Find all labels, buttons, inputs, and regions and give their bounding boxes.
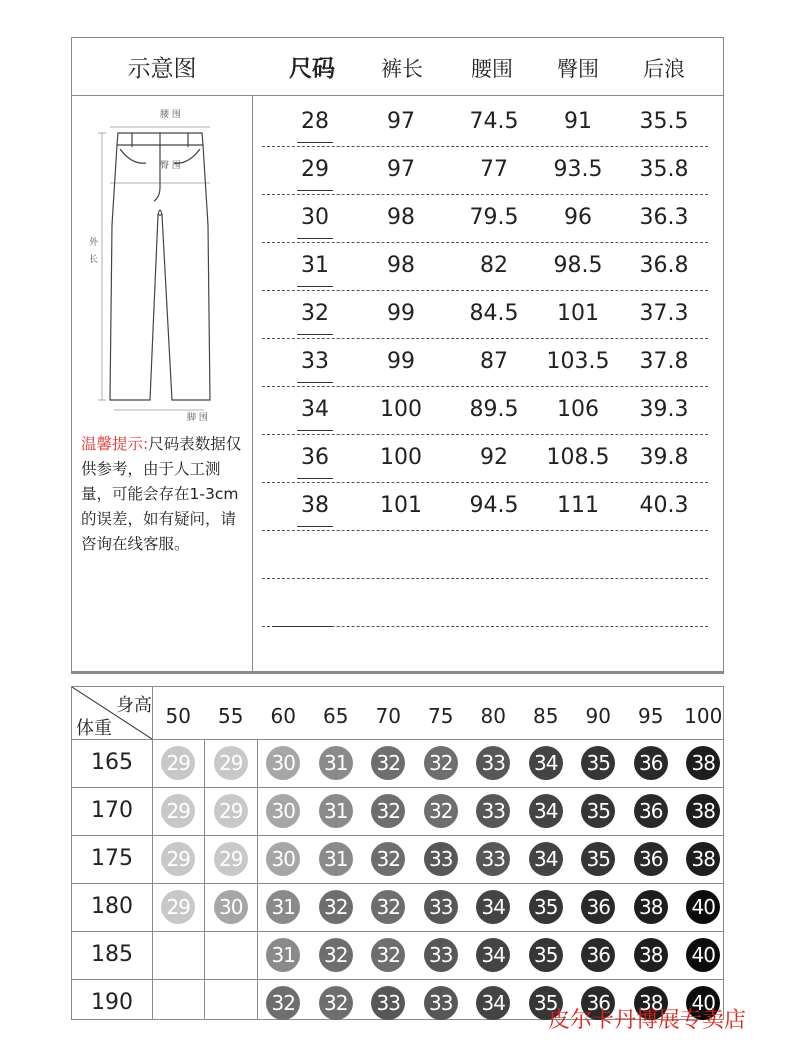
measure-cell: 97 xyxy=(387,109,415,134)
height-column-header: 100 xyxy=(684,704,723,728)
size-badge: 31 xyxy=(319,746,353,780)
measure-cell: 39.8 xyxy=(639,445,689,470)
size-badge: 33 xyxy=(476,746,510,780)
size-underline xyxy=(297,478,333,479)
size-cell: 30 xyxy=(301,205,329,230)
size-badge: 35 xyxy=(529,986,563,1020)
size-badge: 33 xyxy=(371,986,405,1020)
size-badge: 29 xyxy=(214,746,248,780)
row-divider xyxy=(72,931,723,932)
measure-cell: 37.3 xyxy=(639,301,689,326)
row-divider xyxy=(72,739,723,740)
size-badge: 35 xyxy=(581,842,615,876)
size-badge: 36 xyxy=(581,986,615,1020)
header-hip: 臀围 xyxy=(557,57,599,81)
measure-cell: 106 xyxy=(557,397,599,422)
outer-length-label-1: 外 xyxy=(89,238,99,248)
size-cell: 33 xyxy=(301,349,329,374)
measure-cell: 36.8 xyxy=(639,253,689,278)
measure-cell: 39.3 xyxy=(639,397,689,422)
size-badge: 33 xyxy=(424,890,458,924)
size-badge: 33 xyxy=(424,938,458,972)
size-cell: 38 xyxy=(301,493,329,518)
size-badge: 36 xyxy=(634,842,668,876)
height-column-header: 90 xyxy=(585,704,611,728)
weight-row-label: 165 xyxy=(91,750,133,775)
size-table-header xyxy=(72,38,723,96)
measure-cell: 94.5 xyxy=(469,493,519,518)
size-badge: 35 xyxy=(529,938,563,972)
height-column-header: 55 xyxy=(218,704,244,728)
measure-cell: 40.3 xyxy=(639,493,689,518)
diagram-column xyxy=(72,95,253,671)
size-badge: 38 xyxy=(686,794,720,828)
header-length: 裤长 xyxy=(381,57,423,81)
measure-cell: 98.5 xyxy=(553,253,603,278)
size-badge: 30 xyxy=(266,794,300,828)
size-badge: 38 xyxy=(634,986,668,1020)
row-divider xyxy=(262,530,708,531)
height-column-header: 65 xyxy=(323,704,349,728)
waist-label: 腰 围 xyxy=(160,110,181,120)
header-diagram: 示意图 xyxy=(127,56,197,82)
size-underline xyxy=(272,626,332,627)
hip-label: 臀 围 xyxy=(160,161,181,171)
measure-cell: 97 xyxy=(387,157,415,182)
height-column-header: 85 xyxy=(533,704,559,728)
row-divider xyxy=(72,787,723,788)
measure-cell: 77 xyxy=(480,157,508,182)
row-divider xyxy=(262,578,708,579)
size-badge: 31 xyxy=(266,938,300,972)
measure-cell: 74.5 xyxy=(469,109,519,134)
size-badge: 32 xyxy=(371,938,405,972)
corner-cell xyxy=(72,687,152,739)
measure-cell: 99 xyxy=(387,301,415,326)
size-table xyxy=(71,37,724,674)
tip-prefix: 温馨提示: xyxy=(81,435,149,453)
size-badge: 38 xyxy=(634,938,668,972)
size-badge: 34 xyxy=(529,842,563,876)
header-size: 尺码 xyxy=(289,56,335,82)
header-waist: 腰围 xyxy=(471,57,513,81)
measure-cell: 100 xyxy=(380,445,422,470)
height-column-header: 95 xyxy=(638,704,664,728)
size-cell: 32 xyxy=(301,301,329,326)
height-column-header: 80 xyxy=(480,704,506,728)
height-header: 身高 xyxy=(116,695,152,716)
size-badge: 34 xyxy=(476,890,510,924)
size-badge: 34 xyxy=(476,986,510,1020)
size-badge: 35 xyxy=(529,890,563,924)
size-badge: 30 xyxy=(214,890,248,924)
size-underline xyxy=(297,430,333,431)
size-badge: 29 xyxy=(161,842,195,876)
size-badge: 35 xyxy=(581,746,615,780)
measure-cell: 103.5 xyxy=(546,349,610,374)
size-badge: 29 xyxy=(161,890,195,924)
size-badge: 38 xyxy=(686,842,720,876)
size-badge: 32 xyxy=(371,890,405,924)
measure-cell: 99 xyxy=(387,349,415,374)
size-badge: 32 xyxy=(371,746,405,780)
size-underline xyxy=(297,382,333,383)
size-badge: 29 xyxy=(161,794,195,828)
measure-cell: 37.8 xyxy=(639,349,689,374)
size-badge: 35 xyxy=(581,794,615,828)
measure-cell: 101 xyxy=(557,301,599,326)
height-column-header: 70 xyxy=(375,704,401,728)
size-underline xyxy=(297,142,333,143)
size-badge: 34 xyxy=(529,794,563,828)
weight-row-label: 180 xyxy=(91,894,133,919)
measure-cell: 36.3 xyxy=(639,205,689,230)
size-badge: 36 xyxy=(634,794,668,828)
size-badge: 40 xyxy=(686,986,720,1020)
weight-row-label: 170 xyxy=(91,798,133,823)
measure-cell: 89.5 xyxy=(469,397,519,422)
size-badge: 31 xyxy=(319,842,353,876)
height-column-header: 60 xyxy=(270,704,296,728)
size-badge: 32 xyxy=(266,986,300,1020)
size-badge: 38 xyxy=(686,746,720,780)
size-badge: 32 xyxy=(319,986,353,1020)
measure-cell: 35.8 xyxy=(639,157,689,182)
measure-cell: 111 xyxy=(557,493,599,518)
size-badge: 33 xyxy=(424,986,458,1020)
size-cell: 36 xyxy=(301,445,329,470)
measure-cell: 84.5 xyxy=(469,301,519,326)
row-divider xyxy=(72,835,723,836)
size-badge: 32 xyxy=(424,794,458,828)
store-watermark: 皮尔卡丹博展专卖店 xyxy=(548,1008,747,1033)
height-column-header: 50 xyxy=(165,704,191,728)
size-badge: 40 xyxy=(686,938,720,972)
measure-cell: 82 xyxy=(480,253,508,278)
size-badge: 32 xyxy=(371,842,405,876)
height-column-header: 75 xyxy=(428,704,454,728)
size-badge: 32 xyxy=(319,890,353,924)
row-divider-stub xyxy=(262,530,280,531)
size-badge: 36 xyxy=(581,938,615,972)
header-rise: 后浪 xyxy=(643,57,685,81)
size-badge: 34 xyxy=(529,746,563,780)
measure-cell: 96 xyxy=(564,205,592,230)
measure-cell: 93.5 xyxy=(553,157,603,182)
weight-row-label: 185 xyxy=(91,942,133,967)
column-divider xyxy=(204,739,205,1019)
size-cell: 28 xyxy=(301,109,329,134)
weight-header: 体重 xyxy=(76,718,112,739)
measure-cell: 91 xyxy=(564,109,592,134)
pants-diagram xyxy=(80,105,244,425)
size-badge: 31 xyxy=(266,890,300,924)
column-divider xyxy=(257,739,258,1019)
size-cell: 34 xyxy=(301,397,329,422)
size-badge: 40 xyxy=(686,890,720,924)
size-badge: 32 xyxy=(371,794,405,828)
size-badge: 30 xyxy=(266,842,300,876)
size-badge: 38 xyxy=(634,890,668,924)
weight-row-label: 175 xyxy=(91,846,133,871)
measure-cell: 87 xyxy=(480,349,508,374)
measure-cell: 35.5 xyxy=(639,109,689,134)
size-underline xyxy=(297,334,333,335)
size-badge: 32 xyxy=(424,746,458,780)
size-recommendation-chart xyxy=(71,686,724,1020)
size-badge: 33 xyxy=(476,794,510,828)
size-badge: 33 xyxy=(476,842,510,876)
size-underline xyxy=(297,190,333,191)
hem-label: 脚 围 xyxy=(187,413,208,423)
measure-cell: 98 xyxy=(387,205,415,230)
size-badge: 32 xyxy=(319,938,353,972)
measure-cell: 92 xyxy=(480,445,508,470)
weight-row-label: 190 xyxy=(91,990,133,1015)
size-badge: 29 xyxy=(214,794,248,828)
size-badge: 34 xyxy=(476,938,510,972)
size-tip xyxy=(81,432,249,557)
size-badge: 33 xyxy=(424,842,458,876)
measure-cell: 108.5 xyxy=(546,445,610,470)
measure-cell: 101 xyxy=(380,493,422,518)
size-badge: 30 xyxy=(266,746,300,780)
size-badge: 31 xyxy=(319,794,353,828)
row-divider xyxy=(72,979,723,980)
size-underline xyxy=(297,238,333,239)
size-cell: 31 xyxy=(301,253,329,278)
tip-text: 尺码表数据仅供参考，由于人工测量，可能会存在1-3cm的误差，如有疑问，请咨询在线客服。 xyxy=(81,435,242,553)
measure-cell: 79.5 xyxy=(469,205,519,230)
outer-length-label-2: 长 xyxy=(89,255,99,265)
size-badge: 29 xyxy=(214,842,248,876)
size-badge: 36 xyxy=(634,746,668,780)
row-divider xyxy=(72,883,723,884)
size-underline xyxy=(297,286,333,287)
measure-cell: 100 xyxy=(380,397,422,422)
size-badge: 29 xyxy=(161,746,195,780)
measure-cell: 98 xyxy=(387,253,415,278)
size-underline xyxy=(297,526,333,527)
size-badge: 36 xyxy=(581,890,615,924)
size-cell: 29 xyxy=(301,157,329,182)
